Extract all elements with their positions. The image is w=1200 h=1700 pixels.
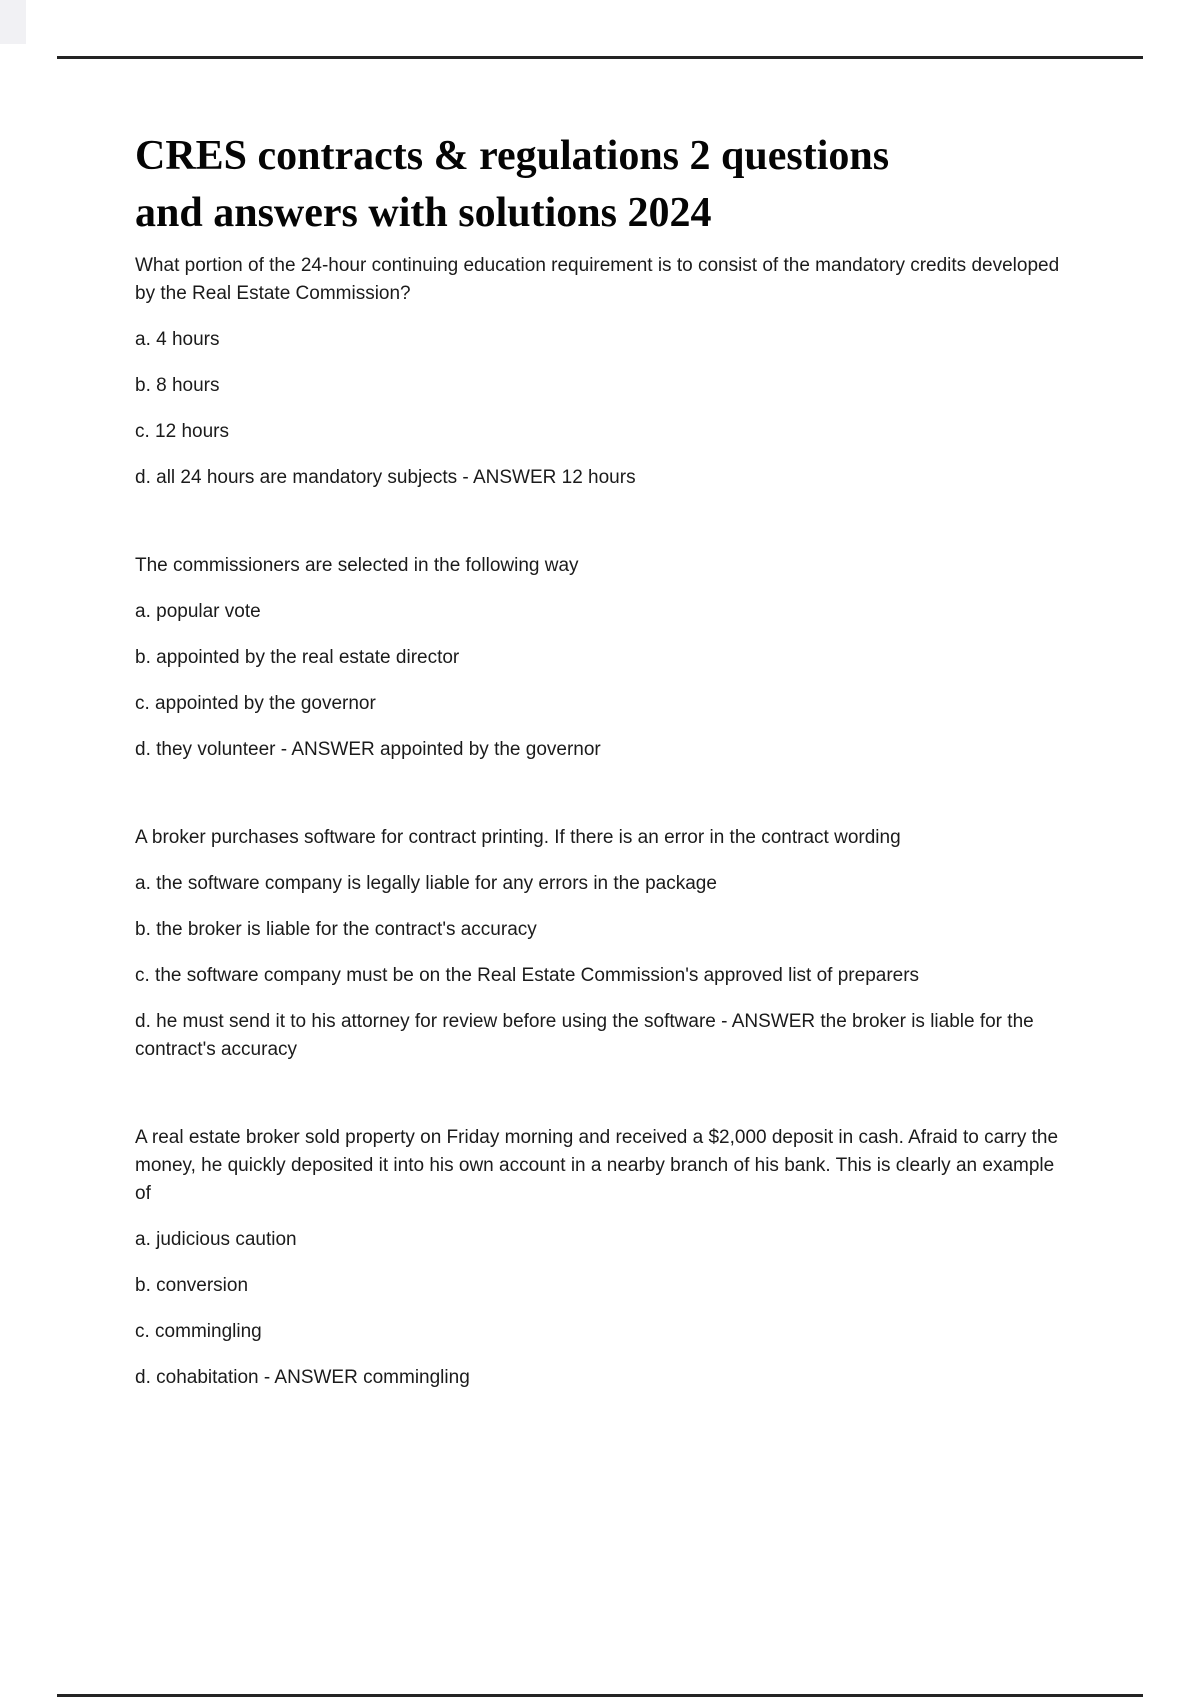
answer-option: a. the software company is legally liable for any errors in the package xyxy=(135,873,717,894)
answer-option: b. conversion xyxy=(135,1275,249,1296)
answer-option: d. all 24 hours are mandatory subjects - ANSWER 12 hours xyxy=(135,467,636,488)
answer-option: a. 4 hours xyxy=(135,329,220,350)
question-text: A broker purchases software for contract printing. If there is an error in the contract wording xyxy=(135,827,901,848)
answer-option: b. appointed by the real estate director xyxy=(135,647,460,668)
answer-option: d. they volunteer - ANSWER appointed by the governor xyxy=(135,739,601,760)
question-block xyxy=(135,1124,1075,1392)
answer-option: d. he must send it to his attorney for review before using the software - ANSWER the broker is liable for the contract's accuracy xyxy=(135,1011,1034,1060)
question-text: A real estate broker sold property on Friday morning and received a $2,000 deposit in cash. Afraid to carry the money, he quickly deposited it into his own account in a nearby branch of his bank. This is clearly an example of xyxy=(135,1127,1059,1204)
corner-artifact xyxy=(0,0,26,44)
question-text: What portion of the 24-hour continuing education requirement is to consist of the mandatory credits developed by the Real Estate Commission? xyxy=(135,255,1060,304)
question-block xyxy=(135,552,1075,764)
answer-option: a. judicious caution xyxy=(135,1229,297,1250)
page-title xyxy=(135,128,1075,242)
answer-option: c. the software company must be on the Real Estate Commission's approved list of preparers xyxy=(135,965,920,986)
answer-option: d. cohabitation - ANSWER commingling xyxy=(135,1367,470,1388)
page-title-line-2: and answers with solutions 2024 xyxy=(135,190,712,236)
question-text: The commissioners are selected in the following way xyxy=(135,555,579,576)
answer-option: a. popular vote xyxy=(135,601,261,622)
bottom-rule xyxy=(57,1694,1143,1697)
question-block xyxy=(135,252,1075,492)
page-title-line-1: CRES contracts & regulations 2 questions xyxy=(135,133,890,179)
answer-option: c. appointed by the governor xyxy=(135,693,376,714)
answer-option: c. 12 hours xyxy=(135,421,229,442)
answer-option: b. the broker is liable for the contract's accuracy xyxy=(135,919,537,940)
question-block xyxy=(135,824,1075,1064)
top-rule xyxy=(57,56,1143,59)
document-content xyxy=(135,128,1075,1392)
answer-option: c. commingling xyxy=(135,1321,262,1342)
answer-option: b. 8 hours xyxy=(135,375,220,396)
